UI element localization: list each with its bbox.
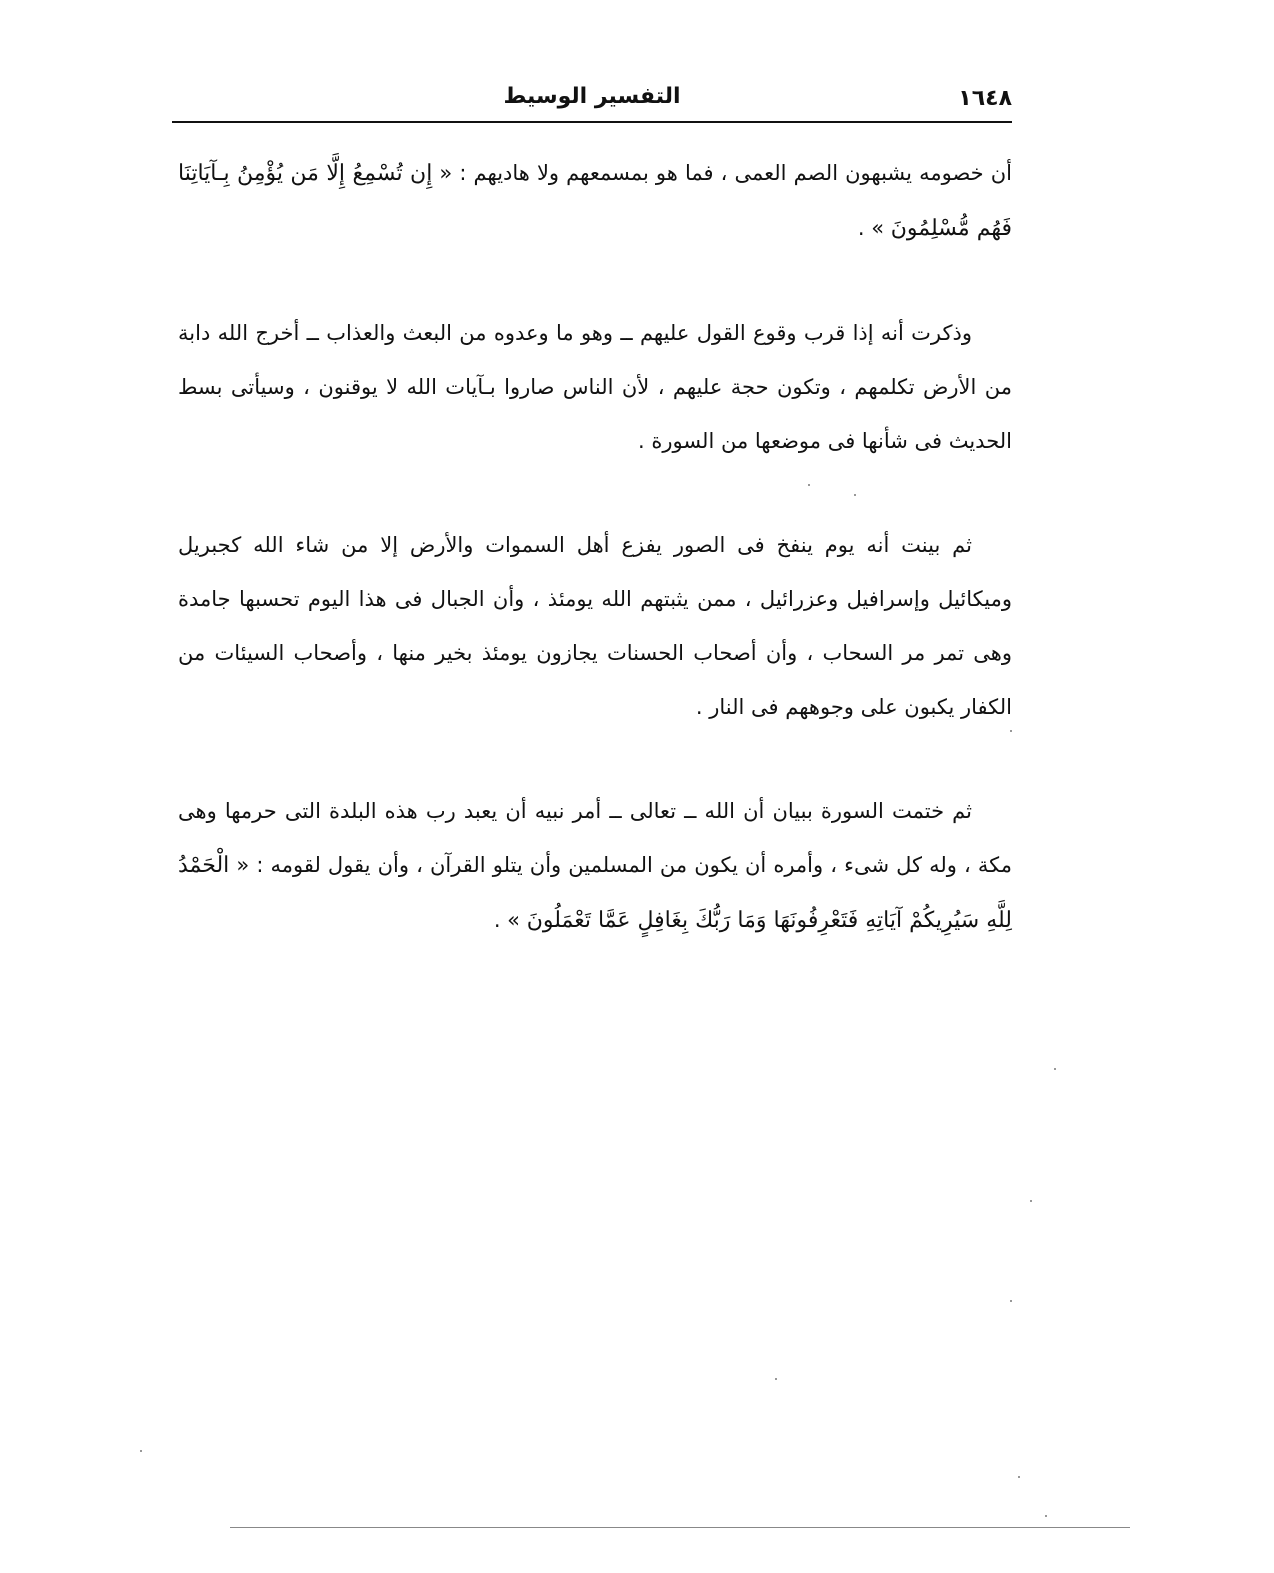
paragraph-2: وذكرت أنه إذا قرب وقوع القول عليهم ــ وهو ما وعدوه من البعث والعذاب ــ أخرج الله دابة من الأرض تكلمهم ، وتكون حجة عليهم ، لأن الناس صاروا بـآيات الله لا يوقنون ، وسيأتى بسط الحديث فى شأنها فى موضعها من السورة .: [178, 321, 1012, 453]
page-header: [172, 78, 1012, 120]
running-title: التفسير الوسيط: [503, 84, 681, 109]
scan-edge-line: [230, 1527, 1130, 1528]
page-number: ١٦٤٨: [958, 86, 1012, 111]
quran-quote-1: إِن تُسْمِعُ إِلَّا مَن يُؤْمِنُ بِـآيَاتِنَا فَهُم مُّسْلِمُونَ: [178, 161, 1012, 241]
header-rule: [172, 121, 1012, 123]
scan-speck: [775, 1378, 777, 1380]
body-text: [178, 146, 1012, 998]
scan-speck: [140, 1450, 142, 1452]
scan-speck: [1054, 1068, 1056, 1070]
paragraph-3: ثم بينت أنه يوم ينفخ فى الصور يفزع أهل السموات والأرض إلا من شاء الله كجبريل وميكائيل وإسرافيل وعزرائيل ، ممن يثبتهم الله يومئذ ، وأن الجبال فى هذا اليوم تحسبها جامدة وهى تمر مر السحاب ، وأن أصحاب الحسنات يجازون يومئذ بخير منها ، وأصحاب السيئات من الكفار يكبون على وجوههم فى النار .: [178, 533, 1012, 719]
scan-speck: [1010, 1300, 1012, 1302]
paragraph-1-text: أن خصومه يشبهون الصم العمى ، فما هو بمسمعهم ولا هاديهم : «: [432, 161, 1012, 185]
paragraph-1-closing: » .: [857, 216, 891, 240]
paragraph-4-closing: » .: [493, 908, 527, 932]
scan-speck: [1018, 1476, 1020, 1478]
paragraph-4: [178, 784, 1012, 948]
paragraph-1: [178, 146, 1012, 256]
paragraph-4-text: ثم ختمت السورة ببيان أن الله ــ تعالى ــ أمر نبيه أن يعبد رب هذه البلدة التى حرمها وهى مكة ، وله كل شىء ، وأمره أن يكون من المسلمين وأن يتلو القرآن ، وأن يقول لقومه : «: [178, 799, 1012, 877]
scan-speck: [1045, 1515, 1047, 1517]
scan-speck: [1030, 1200, 1032, 1202]
quran-quote-2: الْحَمْدُ لِلَّهِ سَيُرِيكُمْ آيَاتِهِ فَتَعْرِفُونَهَا وَمَا رَبُّكَ بِغَافِلٍ عَمَّا تَعْمَلُونَ: [178, 853, 1012, 933]
